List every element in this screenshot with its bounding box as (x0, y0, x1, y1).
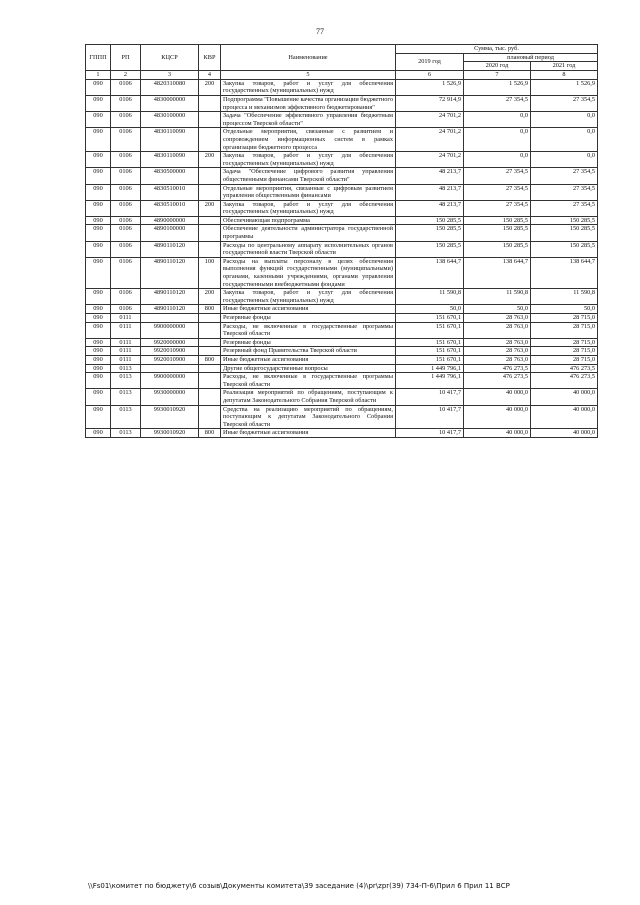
cell-name: Средства на реализацию мероприятий по обращениям, поступающим к депутатам Законодательного Собрания Тверской области (221, 405, 396, 429)
cell-kvr (199, 405, 221, 429)
cell-name: Отдельные мероприятия, связанные с развитием и сопровождением информационных систем в рамках организации бюджетного процесса (221, 128, 396, 152)
cell-2021: 476 273,5 (531, 373, 598, 389)
cell-2019: 151 670,1 (396, 314, 464, 323)
cell-2021: 150 285,5 (531, 225, 598, 241)
cell-2020: 28 763,0 (464, 322, 531, 338)
cell-ppp: 090 (86, 225, 111, 241)
cell-ppp: 090 (86, 112, 111, 128)
cell-2019: 10 417,7 (396, 389, 464, 405)
cell-2020: 138 644,7 (464, 257, 531, 288)
column-number: 7 (464, 70, 531, 79)
cell-2019: 10 417,7 (396, 405, 464, 429)
table-row (86, 216, 598, 225)
cell-2020: 28 763,0 (464, 338, 531, 347)
cell-kvr (199, 373, 221, 389)
cell-2019: 151 670,1 (396, 322, 464, 338)
cell-2020: 476 273,5 (464, 364, 531, 373)
cell-2019: 72 914,9 (396, 95, 464, 111)
cell-2020: 27 354,5 (464, 168, 531, 184)
cell-2019: 1 449 796,1 (396, 364, 464, 373)
cell-rp: 0111 (111, 314, 141, 323)
cell-rp: 0106 (111, 79, 141, 95)
column-number: 2 (111, 70, 141, 79)
cell-name: Иные бюджетные ассигнования (221, 305, 396, 314)
cell-rp: 0106 (111, 128, 141, 152)
cell-2020: 150 285,5 (464, 216, 531, 225)
table-row (86, 373, 598, 389)
column-number: 3 (141, 70, 199, 79)
table-row (86, 200, 598, 216)
cell-rp: 0106 (111, 168, 141, 184)
cell-ppp: 090 (86, 95, 111, 111)
cell-kvr (199, 347, 221, 356)
cell-name: Задача "Обеспечение цифрового развития управления общественными финансами Тверской области" (221, 168, 396, 184)
cell-kcsr: 9900000000 (141, 373, 199, 389)
cell-name: Резервный фонд Правительства Тверской области (221, 347, 396, 356)
cell-kcsr: 4890110120 (141, 241, 199, 257)
header-rp: РП (111, 45, 141, 71)
cell-ppp: 090 (86, 405, 111, 429)
cell-ppp: 090 (86, 355, 111, 364)
cell-name: Расходы по центральному аппарату исполнительных органов государственной власти Тверской области (221, 241, 396, 257)
cell-rp: 0106 (111, 225, 141, 241)
cell-rp: 0106 (111, 289, 141, 305)
cell-ppp: 090 (86, 389, 111, 405)
cell-name: Реализация мероприятий по обращениям, поступающим к депутатам Законодательного Собрания Тверской области (221, 389, 396, 405)
cell-kcsr: 9920010900 (141, 347, 199, 356)
table-row (86, 347, 598, 356)
cell-2020: 27 354,5 (464, 200, 531, 216)
cell-2019: 150 285,5 (396, 241, 464, 257)
table-row (86, 289, 598, 305)
cell-kcsr: 9920010900 (141, 355, 199, 364)
cell-name: Другие общегосударственные вопросы (221, 364, 396, 373)
cell-2019: 24 701,2 (396, 112, 464, 128)
cell-2020: 40 000,0 (464, 405, 531, 429)
cell-name: Отдельные мероприятия, связанные с цифровым развитием управления общественными финансами (221, 184, 396, 200)
cell-2020: 28 763,0 (464, 347, 531, 356)
cell-kcsr: 4830110090 (141, 128, 199, 152)
cell-kcsr: 4830110090 (141, 152, 199, 168)
cell-2021: 28 715,0 (531, 314, 598, 323)
cell-kvr (199, 322, 221, 338)
cell-2019: 50,0 (396, 305, 464, 314)
table-row (86, 429, 598, 438)
cell-name: Подпрограмма "Повышение качества организации бюджетного процесса и механизмов эффективного бюджетирования" (221, 95, 396, 111)
cell-2020: 27 354,5 (464, 95, 531, 111)
column-number: 6 (396, 70, 464, 79)
cell-2021: 476 273,5 (531, 364, 598, 373)
cell-2020: 28 763,0 (464, 355, 531, 364)
cell-kvr (199, 225, 221, 241)
cell-ppp: 090 (86, 305, 111, 314)
cell-rp: 0106 (111, 200, 141, 216)
cell-2019: 48 213,7 (396, 200, 464, 216)
cell-2021: 40 000,0 (531, 429, 598, 438)
cell-ppp: 090 (86, 128, 111, 152)
cell-2021: 27 354,5 (531, 200, 598, 216)
cell-kcsr: 4890110120 (141, 289, 199, 305)
cell-ppp: 090 (86, 257, 111, 288)
cell-kcsr: 4830000000 (141, 95, 199, 111)
cell-2021: 11 590,8 (531, 289, 598, 305)
cell-kvr (199, 364, 221, 373)
header-ppp: ГППП (86, 45, 111, 71)
cell-rp: 0113 (111, 389, 141, 405)
cell-ppp: 090 (86, 168, 111, 184)
cell-ppp: 090 (86, 216, 111, 225)
table-body (86, 79, 598, 437)
cell-rp: 0106 (111, 257, 141, 288)
cell-ppp: 090 (86, 338, 111, 347)
cell-2020: 27 354,5 (464, 184, 531, 200)
cell-2021: 0,0 (531, 112, 598, 128)
cell-name: Резервные фонды (221, 314, 396, 323)
cell-kcsr (141, 314, 199, 323)
table-row (86, 389, 598, 405)
cell-kvr: 200 (199, 200, 221, 216)
cell-2021: 27 354,5 (531, 168, 598, 184)
cell-rp: 0113 (111, 429, 141, 438)
cell-kvr (199, 184, 221, 200)
cell-kvr (199, 389, 221, 405)
table-row (86, 305, 598, 314)
cell-2020: 50,0 (464, 305, 531, 314)
cell-2019: 1 526,9 (396, 79, 464, 95)
cell-kcsr: 4830500000 (141, 168, 199, 184)
cell-kvr (199, 241, 221, 257)
cell-kvr: 800 (199, 429, 221, 438)
cell-ppp: 090 (86, 314, 111, 323)
table-row (86, 405, 598, 429)
cell-ppp: 090 (86, 429, 111, 438)
cell-2020: 0,0 (464, 112, 531, 128)
header-kvr: КВР (199, 45, 221, 71)
cell-2021: 0,0 (531, 128, 598, 152)
cell-name: Иные бюджетные ассигнования (221, 355, 396, 364)
cell-kcsr: 9900000000 (141, 322, 199, 338)
cell-kvr (199, 338, 221, 347)
cell-rp: 0106 (111, 184, 141, 200)
column-number: 5 (221, 70, 396, 79)
cell-2020: 40 000,0 (464, 429, 531, 438)
cell-kcsr: 4890110120 (141, 305, 199, 314)
cell-rp: 0106 (111, 152, 141, 168)
cell-2021: 1 526,9 (531, 79, 598, 95)
cell-rp: 0113 (111, 373, 141, 389)
cell-2021: 150 285,5 (531, 241, 598, 257)
cell-kcsr: 9930000000 (141, 389, 199, 405)
cell-2020: 1 526,9 (464, 79, 531, 95)
table-row (86, 355, 598, 364)
cell-2020: 28 763,0 (464, 314, 531, 323)
header-sum: Сумма, тыс. руб. (396, 45, 598, 54)
cell-2019: 48 213,7 (396, 184, 464, 200)
cell-2019: 138 644,7 (396, 257, 464, 288)
header-2020: 2020 год (464, 62, 531, 71)
table-row (86, 95, 598, 111)
cell-rp: 0113 (111, 405, 141, 429)
cell-kvr: 100 (199, 257, 221, 288)
cell-kcsr: 4820310080 (141, 79, 199, 95)
cell-kvr: 800 (199, 355, 221, 364)
cell-rp: 0111 (111, 322, 141, 338)
cell-rp: 0113 (111, 364, 141, 373)
cell-rp: 0111 (111, 338, 141, 347)
cell-rp: 0111 (111, 355, 141, 364)
cell-rp: 0106 (111, 241, 141, 257)
header-name: Наименование (221, 45, 396, 71)
cell-name: Расходы на выплаты персоналу в целях обеспечения выполнения функций государственными (муниципальными) органами, казенными учреждениями, органами управления государственными внебюджетными фондами (221, 257, 396, 288)
cell-name: Обеспечивающая подпрограмма (221, 216, 396, 225)
cell-ppp: 090 (86, 364, 111, 373)
cell-2020: 40 000,0 (464, 389, 531, 405)
header-planned: плановый период (464, 53, 598, 62)
cell-2021: 28 715,0 (531, 355, 598, 364)
cell-2019: 24 701,2 (396, 152, 464, 168)
table-row (86, 168, 598, 184)
cell-name: Расходы, не включенные в государственные программы Тверской области (221, 373, 396, 389)
column-number: 8 (531, 70, 598, 79)
cell-2021: 40 000,0 (531, 405, 598, 429)
cell-name: Закупка товаров, работ и услуг для обеспечения государственных (муниципальных) нужд (221, 289, 396, 305)
header-2019: 2019 год (396, 53, 464, 70)
cell-2019: 150 285,5 (396, 225, 464, 241)
cell-kcsr: 9920000000 (141, 338, 199, 347)
column-number-row (86, 70, 598, 79)
cell-kvr (199, 168, 221, 184)
cell-kcsr: 4830510010 (141, 184, 199, 200)
cell-kvr (199, 314, 221, 323)
cell-kvr (199, 112, 221, 128)
cell-2020: 150 285,5 (464, 241, 531, 257)
cell-ppp: 090 (86, 184, 111, 200)
cell-kvr (199, 128, 221, 152)
cell-2021: 27 354,5 (531, 95, 598, 111)
cell-ppp: 090 (86, 373, 111, 389)
cell-kcsr: 9930010920 (141, 405, 199, 429)
cell-2019: 11 590,8 (396, 289, 464, 305)
table-row (86, 257, 598, 288)
cell-name: Закупка товаров, работ и услуг для обеспечения государственных (муниципальных) нужд (221, 79, 396, 95)
cell-2019: 1 449 796,1 (396, 373, 464, 389)
cell-2020: 476 273,5 (464, 373, 531, 389)
cell-2020: 0,0 (464, 152, 531, 168)
cell-kvr (199, 95, 221, 111)
file-path-footer: \\Fs01\комитет по бюджету\6 созыв\Документы комитета\39 заседание (4)\pr\zpr(39) 734-П-6\Прил 6 Прил 11 ВСР (88, 882, 510, 890)
cell-kcsr: 4890000000 (141, 216, 199, 225)
cell-2020: 0,0 (464, 128, 531, 152)
table-row (86, 79, 598, 95)
cell-kvr (199, 216, 221, 225)
cell-kvr: 800 (199, 305, 221, 314)
cell-kvr: 200 (199, 152, 221, 168)
header-2021: 2021 год (531, 62, 598, 71)
cell-kvr: 200 (199, 289, 221, 305)
cell-rp: 0106 (111, 305, 141, 314)
cell-name: Закупка товаров, работ и услуг для обеспечения государственных (муниципальных) нужд (221, 200, 396, 216)
table-row (86, 338, 598, 347)
budget-table (85, 44, 598, 438)
cell-2019: 151 670,1 (396, 355, 464, 364)
cell-2021: 0,0 (531, 152, 598, 168)
table-row (86, 322, 598, 338)
header-kcsr: КЦСР (141, 45, 199, 71)
cell-kcsr: 9930010920 (141, 429, 199, 438)
cell-2019: 151 670,1 (396, 347, 464, 356)
cell-2021: 28 715,0 (531, 338, 598, 347)
cell-2020: 11 590,8 (464, 289, 531, 305)
cell-2019: 24 701,2 (396, 128, 464, 152)
table-row (86, 112, 598, 128)
column-number: 1 (86, 70, 111, 79)
cell-rp: 0106 (111, 112, 141, 128)
cell-name: Резервные фонды (221, 338, 396, 347)
cell-name: Обеспечение деятельности администратора государственной программы (221, 225, 396, 241)
cell-2019: 10 417,7 (396, 429, 464, 438)
table-row (86, 364, 598, 373)
cell-kcsr: 4890100000 (141, 225, 199, 241)
cell-2021: 40 000,0 (531, 389, 598, 405)
cell-2021: 28 715,0 (531, 347, 598, 356)
cell-2021: 28 715,0 (531, 322, 598, 338)
cell-2021: 27 354,5 (531, 184, 598, 200)
cell-ppp: 090 (86, 347, 111, 356)
cell-2019: 151 670,1 (396, 338, 464, 347)
cell-ppp: 090 (86, 200, 111, 216)
column-number: 4 (199, 70, 221, 79)
cell-kcsr (141, 364, 199, 373)
cell-kcsr: 4890110120 (141, 257, 199, 288)
cell-ppp: 090 (86, 241, 111, 257)
cell-2021: 50,0 (531, 305, 598, 314)
cell-kvr: 200 (199, 79, 221, 95)
cell-kcsr: 4830100000 (141, 112, 199, 128)
table-row (86, 184, 598, 200)
cell-rp: 0106 (111, 216, 141, 225)
cell-ppp: 090 (86, 322, 111, 338)
cell-2021: 138 644,7 (531, 257, 598, 288)
cell-rp: 0106 (111, 95, 141, 111)
cell-name: Задача "Обеспечение эффективного управления бюджетным процессом Тверской области" (221, 112, 396, 128)
cell-name: Закупка товаров, работ и услуг для обеспечения государственных (муниципальных) нужд (221, 152, 396, 168)
cell-2019: 150 285,5 (396, 216, 464, 225)
cell-ppp: 090 (86, 79, 111, 95)
table-row (86, 314, 598, 323)
cell-name: Расходы, не включенные в государственные программы Тверской области (221, 322, 396, 338)
table-row (86, 241, 598, 257)
cell-rp: 0111 (111, 347, 141, 356)
table-row (86, 128, 598, 152)
page-number: 77 (316, 27, 324, 36)
table-row (86, 225, 598, 241)
table-row (86, 152, 598, 168)
cell-name: Иные бюджетные ассигнования (221, 429, 396, 438)
cell-kcsr: 4830510010 (141, 200, 199, 216)
cell-ppp: 090 (86, 152, 111, 168)
cell-ppp: 090 (86, 289, 111, 305)
cell-2021: 150 285,5 (531, 216, 598, 225)
cell-2019: 48 213,7 (396, 168, 464, 184)
cell-2020: 150 285,5 (464, 225, 531, 241)
